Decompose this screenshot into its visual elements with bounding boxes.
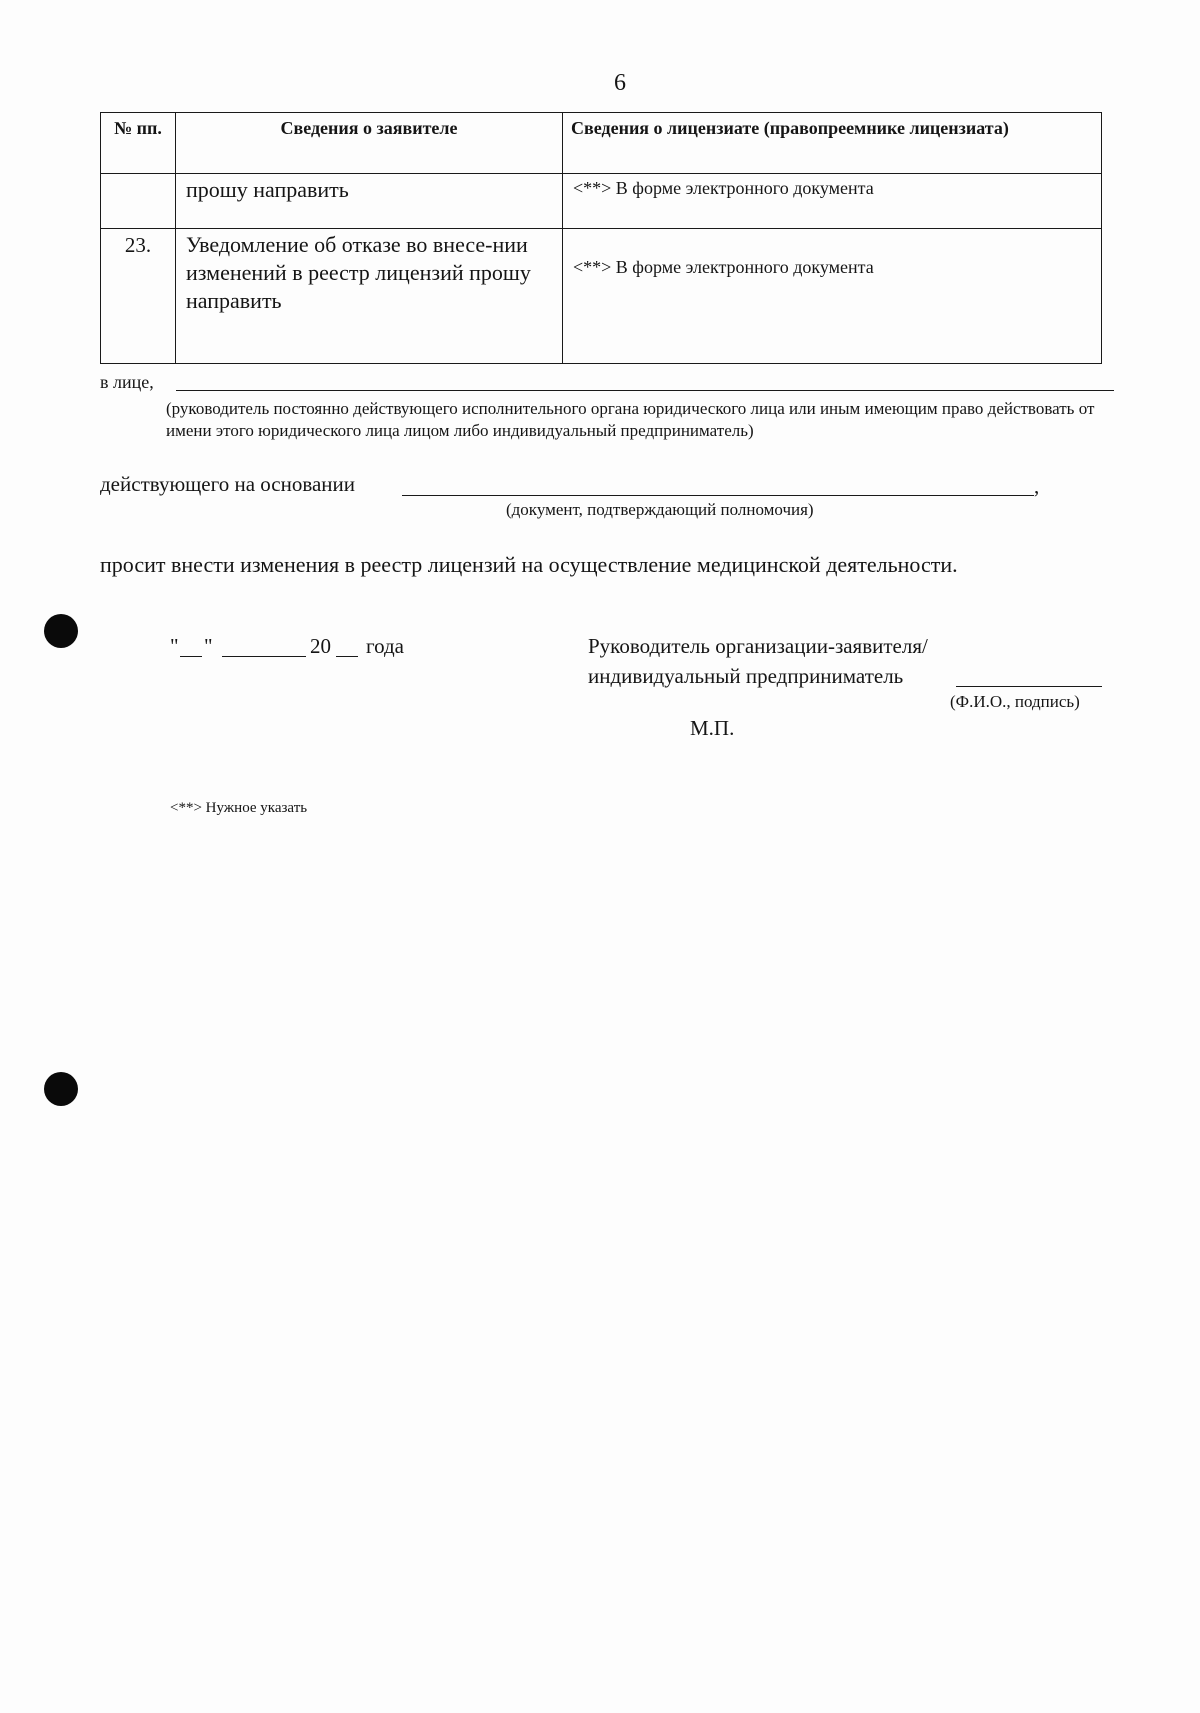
basis-blank[interactable] [402,474,1034,496]
punch-hole-top [44,614,78,648]
date-close-quote: " [204,634,213,658]
footnote: <**> Нужное указать [170,800,308,816]
license-changes-table [100,112,1102,364]
row-number: 23. [101,229,176,364]
signature-blank[interactable] [956,664,1102,687]
representative-label: в лице, [100,372,154,392]
date-year-blank[interactable] [336,634,358,657]
table-row [101,229,1102,364]
page-number: 6 [614,70,626,96]
licensee-cell: <**> В форме электронного документа [563,229,1102,364]
signatory-caption: (Ф.И.О., подпись) [950,692,1080,711]
date-year-prefix: 20 [310,634,331,658]
signatory-line2: индивидуальный предприниматель [588,664,904,688]
date-open-quote: " [170,634,179,658]
header-number: № пп. [101,113,176,174]
table-header-row [101,113,1102,174]
date-suffix: года [366,634,404,658]
representative-blank[interactable] [176,370,1114,391]
date-month-blank[interactable] [222,634,306,657]
header-applicant: Сведения о заявителе [176,113,563,174]
header-licensee: Сведения о лицензиате (правопреемнике лицензиата) [563,113,1102,174]
basis-comma: , [1034,474,1040,498]
basis-label: действующего на основании [100,472,356,496]
row-number [101,174,176,229]
applicant-cell: Уведомление об отказе во внесе-нии изменений в реестр лицензий прошу направить [176,229,563,364]
basis-caption: (документ, подтверждающий полномочия) [506,500,814,519]
applicant-cell: прошу направить [176,174,563,229]
table-row [101,174,1102,229]
punch-hole-bottom [44,1072,78,1106]
date-day-blank[interactable] [180,634,202,657]
licensee-cell: <**> В форме электронного документа [563,174,1102,229]
stamp-mark: М.П. [690,716,735,740]
representative-caption: (руководитель постоянно действующего исполнительного органа юридического лица или иным имеющим право действовать от имени этого юридического лица лицом либо индивидуальный предприниматель) [166,399,1095,440]
signatory-line1: Руководитель организации-заявителя/ [588,634,928,658]
request-text: просит внести изменения в реестр лицензий на осуществление медицинской деятельности. [100,552,958,577]
